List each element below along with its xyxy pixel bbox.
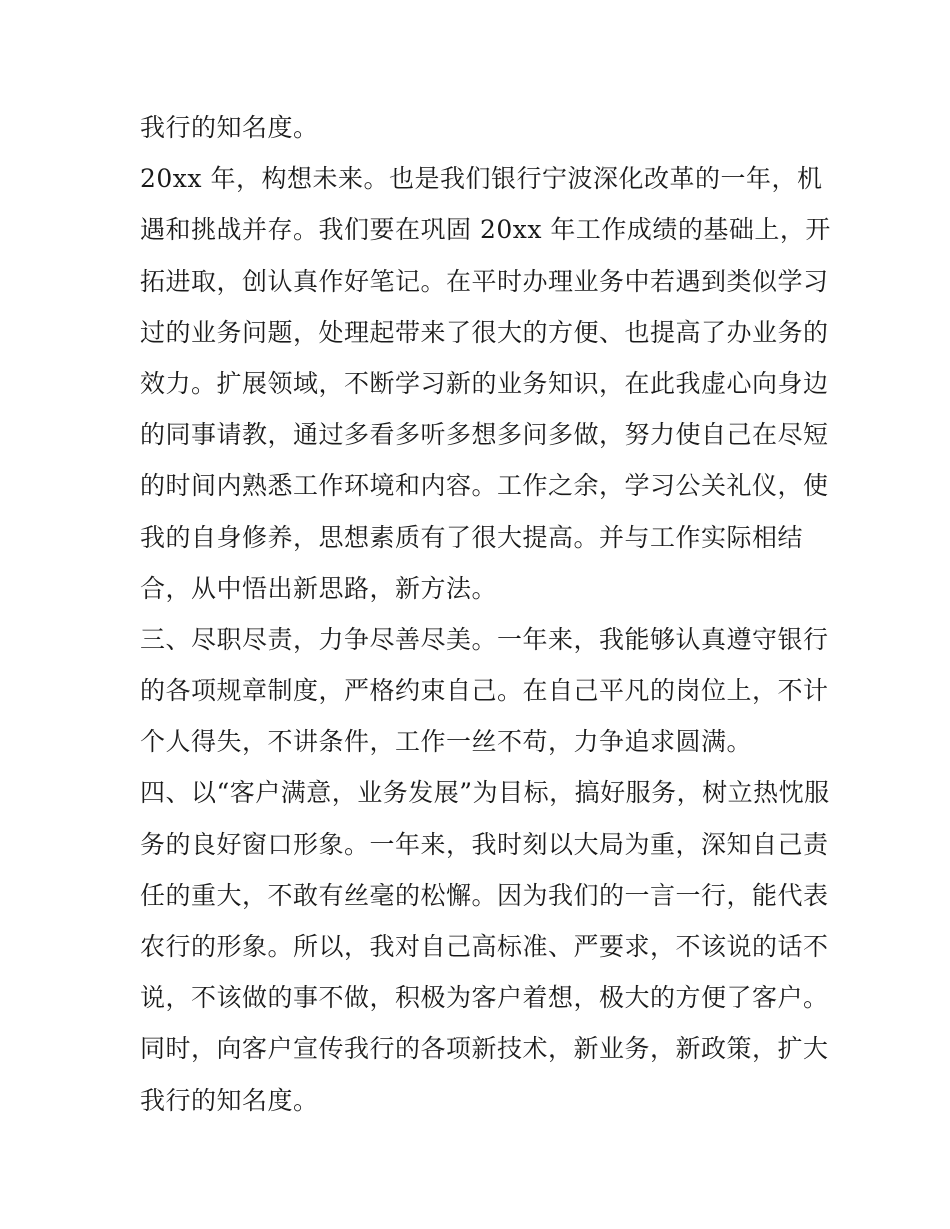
text-line: 务的良好窗口形象。一年来，我时刻以大局为重，深知自己责 (140, 829, 829, 859)
text-line: 农行的形象。所以，我对自己高标准、严要求，不该说的话不 (140, 932, 829, 961)
text-line: 20xx 年，构想未来。也是我们银行宁波深化改革的一年，机 (140, 164, 823, 194)
text-line: 说，不该做的事不做，积极为客户着想，极大的方便了客户。 (140, 983, 829, 1013)
text-line: 的各项规章制度，严格约束自己。在自己平凡的岗位上，不计 (140, 676, 829, 706)
text-line: 三、尽职尽责，力争尽善尽美。一年来，我能够认真遵守银行 (140, 624, 829, 654)
text-line: 的同事请教，通过多看多听多想多问多做，努力使自己在尽短 (140, 420, 829, 450)
body-text (140, 102, 840, 1126)
text-line: 个人得失，不讲条件，工作一丝不苟，力争追求圆满。 (140, 727, 753, 757)
text-line: 同时，向客户宣传我行的各项新技术，新业务，新政策，扩大 (140, 1034, 829, 1064)
text-line: 合，从中悟出新思路，新方法。 (140, 573, 498, 603)
text-line: 四、以“客户满意，业务发展”为目标，搞好服务，树立热忱服 (140, 778, 830, 808)
text-line: 过的业务问题，处理起带来了很大的方便、也提高了办业务的 (140, 317, 829, 347)
text-line: 拓进取，创认真作好笔记。在平时办理业务中若遇到类似学习 (140, 266, 829, 296)
text-line: 我行的知名度。 (140, 113, 319, 142)
text-line: 我行的知名度。 (140, 1085, 319, 1115)
text-line: 我的自身修养，思想素质有了很大提高。并与工作实际相结 (140, 522, 804, 552)
text-line: 的时间内熟悉工作环境和内容。工作之余，学习公关礼仪，使 (140, 471, 829, 501)
text-line: 遇和挑战并存。我们要在巩固 20xx 年工作成绩的基础上，开 (140, 215, 831, 245)
text-line: 任的重大，不敢有丝毫的松懈。因为我们的一言一行，能代表 (140, 880, 829, 910)
text-line: 效力。扩展领域，不断学习新的业务知识，在此我虚心向身边 (140, 368, 829, 398)
